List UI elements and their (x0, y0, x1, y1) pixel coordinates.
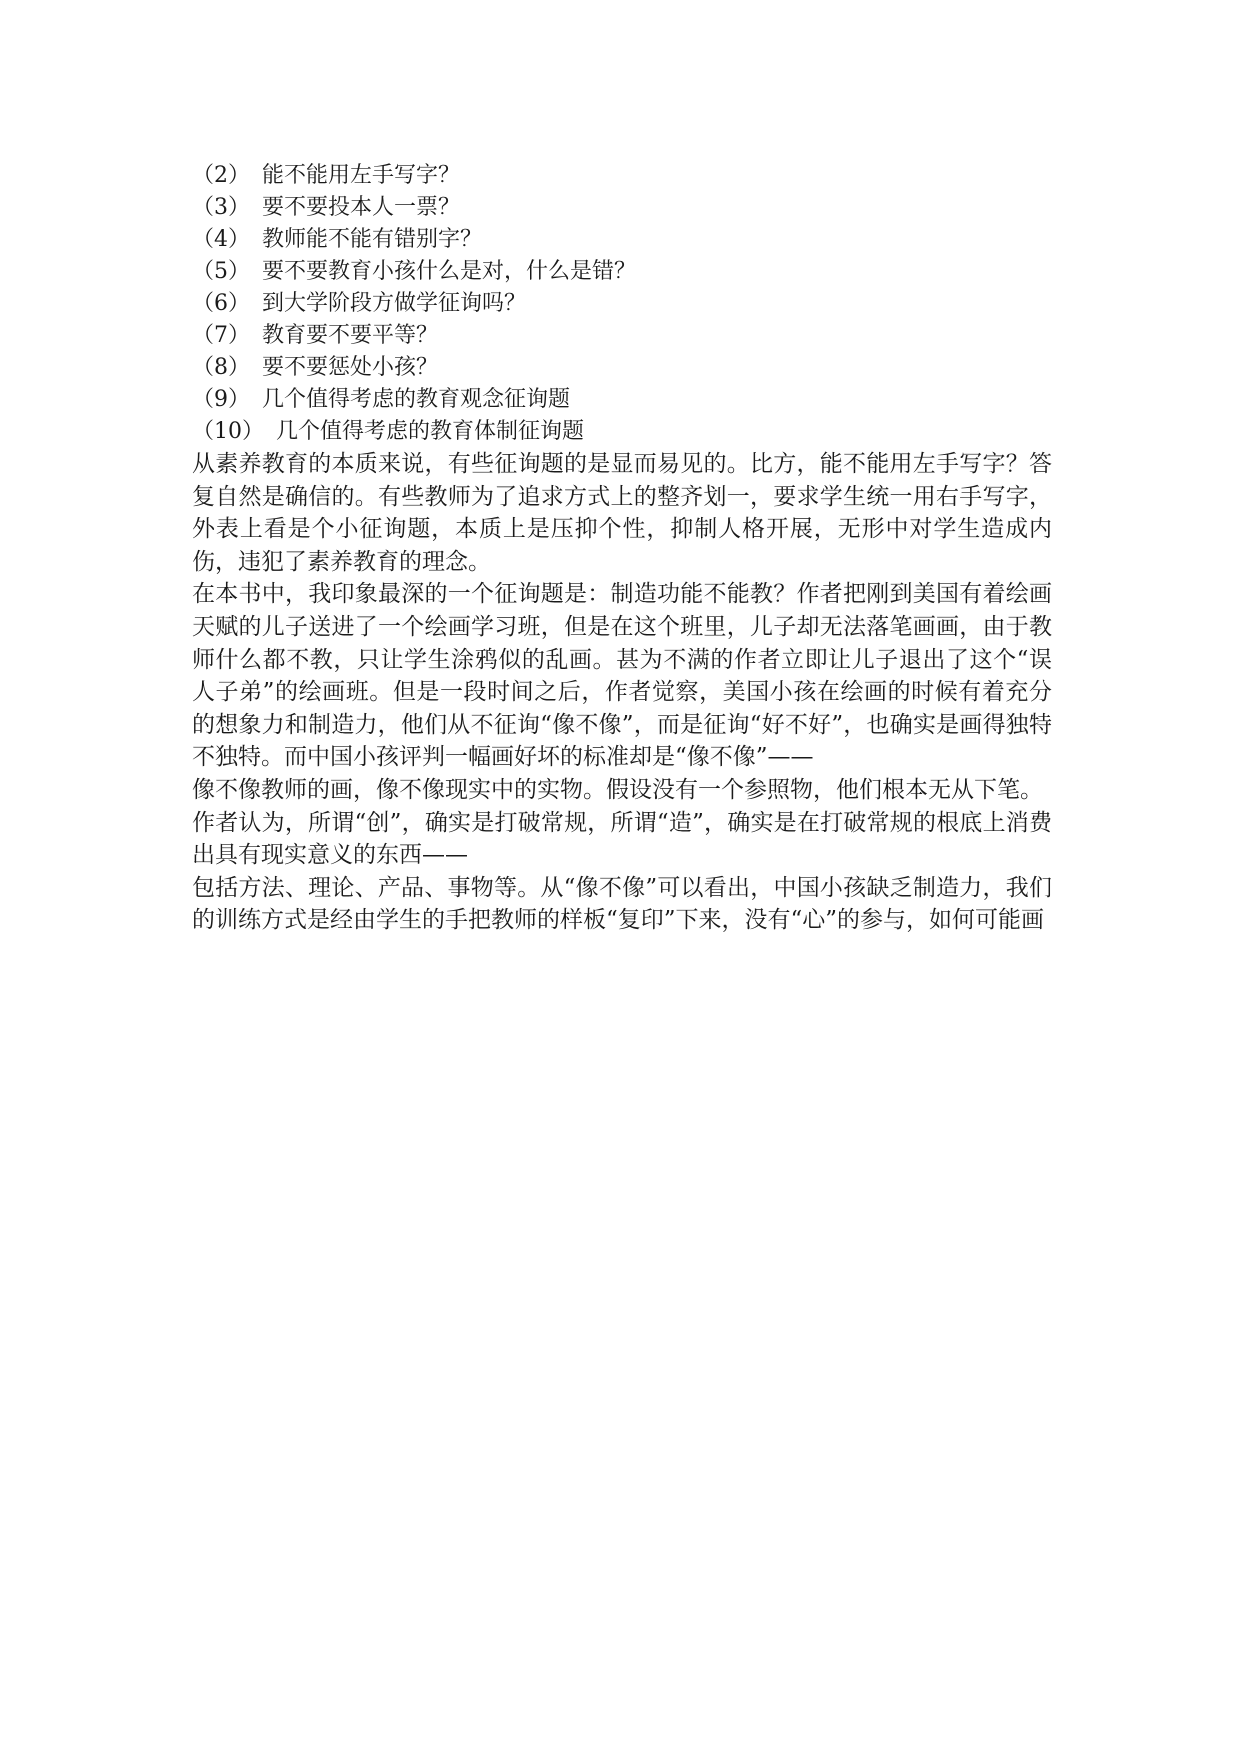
list-item-number: （8） (192, 355, 250, 380)
list-item-number: （2） (192, 163, 250, 188)
document-page (192, 160, 1052, 937)
list-item-text: 能不能用左手写字？ (262, 163, 461, 188)
list-item (192, 352, 1052, 384)
list-item-text: 到大学阶段方做学征询吗？ (262, 291, 527, 316)
list-item-number: （9） (192, 387, 250, 412)
list-item-text: 要不要投本人一票？ (262, 195, 461, 220)
list-item (192, 256, 1052, 288)
list-item (192, 224, 1052, 256)
list-item (192, 288, 1052, 320)
list-item-text: 教育要不要平等？ (262, 323, 439, 348)
list-item (192, 160, 1052, 192)
list-item (192, 320, 1052, 352)
list-item (192, 384, 1052, 416)
list-item-text: 要不要教育小孩什么是对，什么是错？ (262, 259, 637, 284)
list-item-number: （4） (192, 227, 250, 252)
question-list (192, 160, 1052, 448)
body-paragraph: 包括方法、理论、产品、事物等。从“像不像”可以看出，中国小孩缺乏制造力，我们的训练方式是经由学生的手把教师的样板“复印”下来，没有“心”的参与，如何可能画 (192, 874, 1052, 934)
list-item (192, 416, 1052, 448)
list-item-number: （10） (192, 419, 264, 444)
list-item-number: （5） (192, 259, 250, 284)
body-paragraph: 像不像教师的画，像不像现实中的实物。假设没有一个参照物，他们根本无从下笔。 (192, 776, 1043, 803)
list-item-number: （3） (192, 195, 250, 220)
body-paragraph: 从素养教育的本质来说，有些征询题的是显而易见的。比方，能不能用左手写字？答复自然是确信的。有些教师为了追求方式上的整齐划一，要求学生统一用右手写字，外表上看是个小征询题，本质上是压抑个性，抑制人格开展，无形中对学生造成内伤，违犯了素养教育的理念。 (192, 451, 1052, 575)
body-paragraph: 在本书中，我印象最深的一个征询题是：制造功能不能教？作者把刚到美国有着绘画天赋的儿子送进了一个绘画学习班，但是在这个班里，儿子却无法落笔画画，由于教师什么都不教，只让学生涂鸦似的乱画。甚为不满的作者立即让儿子退出了这个“误人子弟”的绘画班。但是一段时间之后，作者觉察，美国小孩在绘画的时候有着充分的想象力和制造力，他们从不征询“像不像”，而是征询“好不好”，也确实是画得独特不独特。而中国小孩评判一幅画好坏的标准却是“像不像”—— (192, 581, 1052, 771)
list-item-text: 要不要惩处小孩？ (262, 355, 439, 380)
list-item-text: 教师能不能有错别字？ (262, 227, 483, 252)
body-paragraph: 作者认为，所谓“创”，确实是打破常规，所谓“造”，确实是在打破常规的根底上消费出具有现实意义的东西—— (192, 809, 1052, 869)
list-item (192, 192, 1052, 224)
list-item-text: 几个值得考虑的教育观念征询题 (262, 387, 571, 412)
list-item-text: 几个值得考虑的教育体制征询题 (276, 419, 585, 444)
list-item-number: （7） (192, 323, 250, 348)
list-item-number: （6） (192, 291, 250, 316)
